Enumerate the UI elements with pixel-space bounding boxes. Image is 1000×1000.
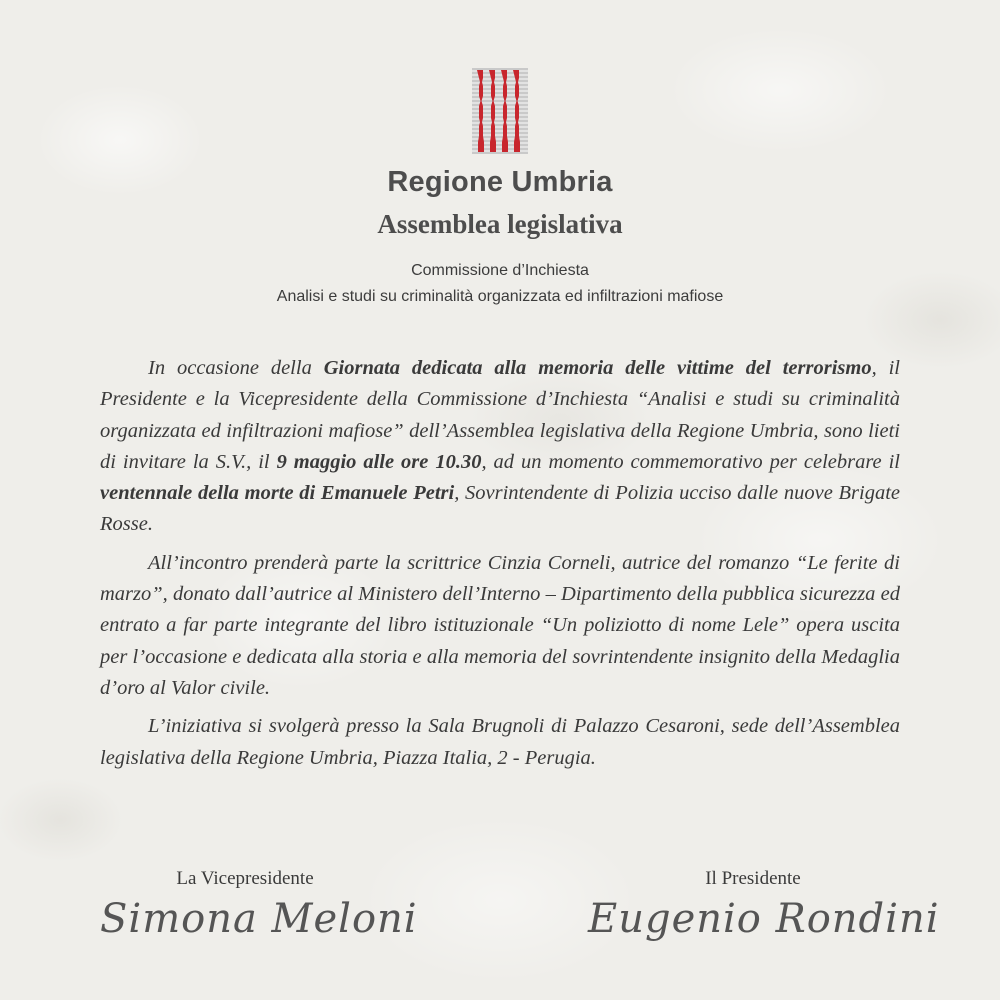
paragraph-3: L’iniziativa si svolgerà presso la Sala Brugnoli di Palazzo Cesaroni, sede dell’Assemblea legislativa della Regione Umbria, Piazza Italia, 2 - Perugia. xyxy=(100,715,900,769)
logo-columns-graphic xyxy=(472,68,528,154)
header-title: Regione Umbria xyxy=(387,166,613,198)
commission-name: Commissione d’Inchiesta xyxy=(411,262,589,279)
p1-text-a: In occasione della xyxy=(148,357,324,379)
p1-highlight-event: Giornata dedicata alla memoria delle vittime del terrorismo xyxy=(323,357,872,379)
p1-text-e: , ad un momento commemorativo per celebrare il xyxy=(481,450,900,473)
paragraph-2: All’incontro prenderà parte la scrittrice Cinzia Corneli, autrice del romanzo “Le ferite di marzo”, donato dall’autrice al Ministero dell’Interno – Dipartimento della pubblica sicurezza ed entrato a far parte integrante del libro istituzionale “Un poliziotto di nome Lele” opera uscita per l’occasione e dedicata alla storia e alla memoria del sovrintendente insignito della Medaglia d’oro al Valor civile. xyxy=(100,551,900,699)
signature-role: Il Presidente xyxy=(705,868,801,889)
header-subtitle: Assemblea legislativa xyxy=(377,209,623,239)
commission-description: Analisi e studi su criminalità organizzata ed infiltrazioni mafiose xyxy=(276,288,724,305)
p1-text-c: , il Presidente e la Vicepresidente della Commissione d’Inchiesta “Analisi e studi su criminalità organizzata ed infiltrazioni mafiose” dell’Assemblea legislativa della Regione Umbria, sono lieti di invitare la S.V., il xyxy=(100,357,900,473)
signature-president xyxy=(588,868,940,942)
signature-name: Eugenio Rondini xyxy=(588,896,940,942)
p1-highlight-date: 9 maggio alle ore 10.30 xyxy=(276,450,482,473)
signature-name: Simona Meloni xyxy=(100,896,418,942)
invitation-body xyxy=(100,353,900,781)
paragraph-1 xyxy=(100,353,900,541)
p1-highlight-anniversary: ventennale della morte di Emanuele Petri xyxy=(100,482,455,505)
regione-umbria-logo-icon xyxy=(472,68,528,154)
p1-text-g: , Sovrintendente di Polizia ucciso dalle nuove Brigate Rosse. xyxy=(100,482,900,536)
signature-vicepresident xyxy=(100,868,418,942)
signature-role: La Vicepresidente xyxy=(176,868,314,889)
